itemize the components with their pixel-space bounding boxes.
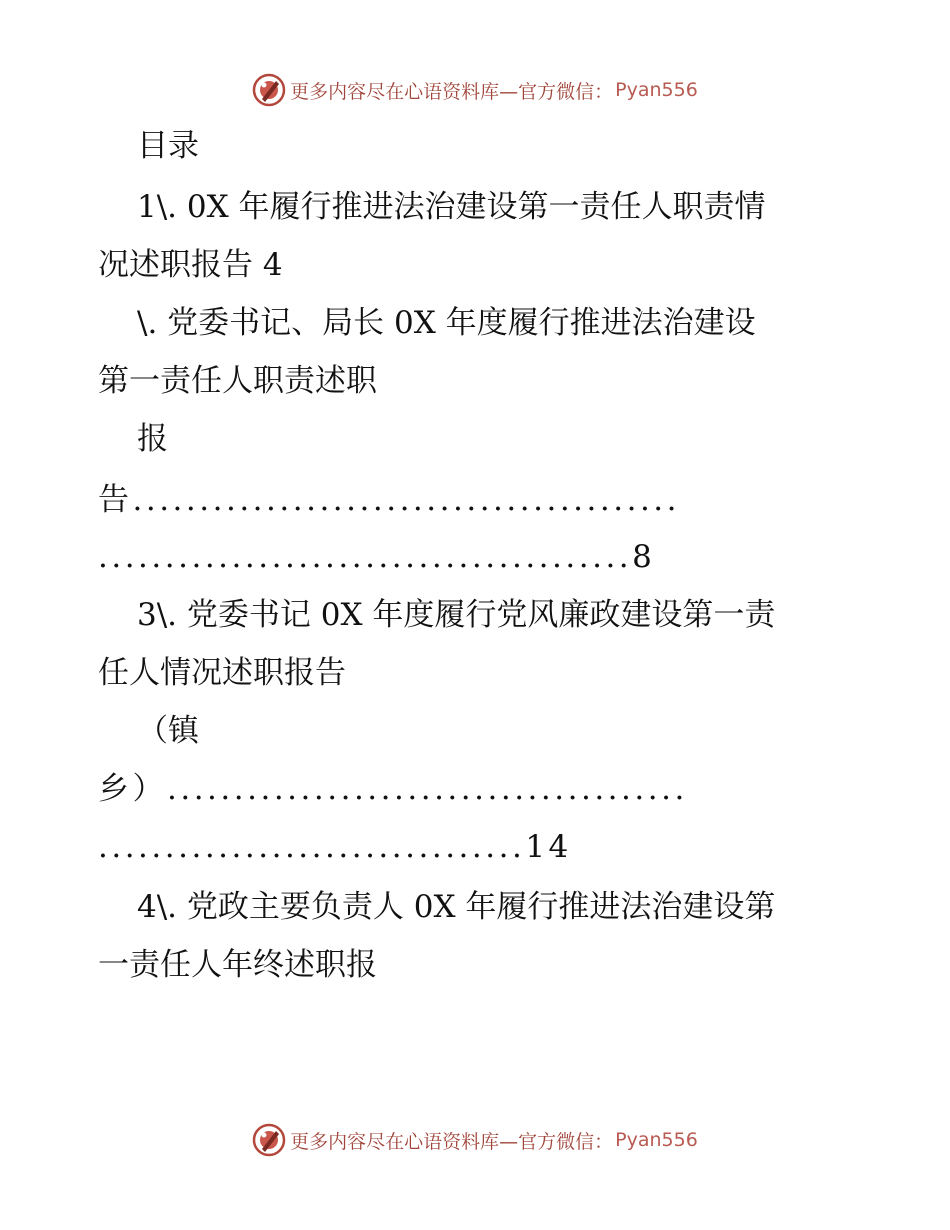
watermark-banner-bottom [0,1120,950,1160]
watermark-text: 更多内容尽在心语资料库—官方微信： [290,1130,614,1153]
toc-entry-2-line-1: \. 党委书记、局长 0X 年度履行推进法治建设 [137,305,756,341]
toc-entry-2-page: ........................................8 [98,539,656,575]
toc-heading: 目录 [137,128,199,164]
watermark-text: 更多内容尽在心语资料库—官方微信： [290,80,614,103]
toc-entry-4-line-1: 4\. 党政主要负责人 0X 年履行推进法治建设第 [137,889,776,925]
watermark-banner-top [0,70,950,110]
watermark-wechat-id: Pyan556 [615,1129,698,1151]
toc-entry-2-dot-leader: 告......................................... [98,482,681,518]
toc-entry-3-line-3: （镇 [137,713,199,749]
toc-entry-2-line-3: 报 [137,421,168,457]
toc-entry-3-dot-leader: 乡）....................................... [98,771,688,807]
toc-entry-3-line-2: 任人情况述职报告 [98,655,346,691]
toc-entry-1-line-2: 况述职报告 4 [98,247,283,283]
toc-entry-4-line-2: 一责任人年终述职报 [98,947,377,983]
pen-logo-icon [252,73,286,107]
watermark-wechat-id: Pyan556 [615,79,698,101]
toc-entry-1-line-1: 1\. 0X 年履行推进法治建设第一责任人职责情 [137,189,766,225]
toc-entry-3-line-1: 3\. 党委书记 0X 年度履行党风廉政建设第一责 [137,597,776,633]
toc-entry-3-page: ................................14 [98,829,572,865]
pen-logo-icon [252,1123,286,1157]
toc-entry-2-line-2: 第一责任人职责述职 [98,363,377,399]
